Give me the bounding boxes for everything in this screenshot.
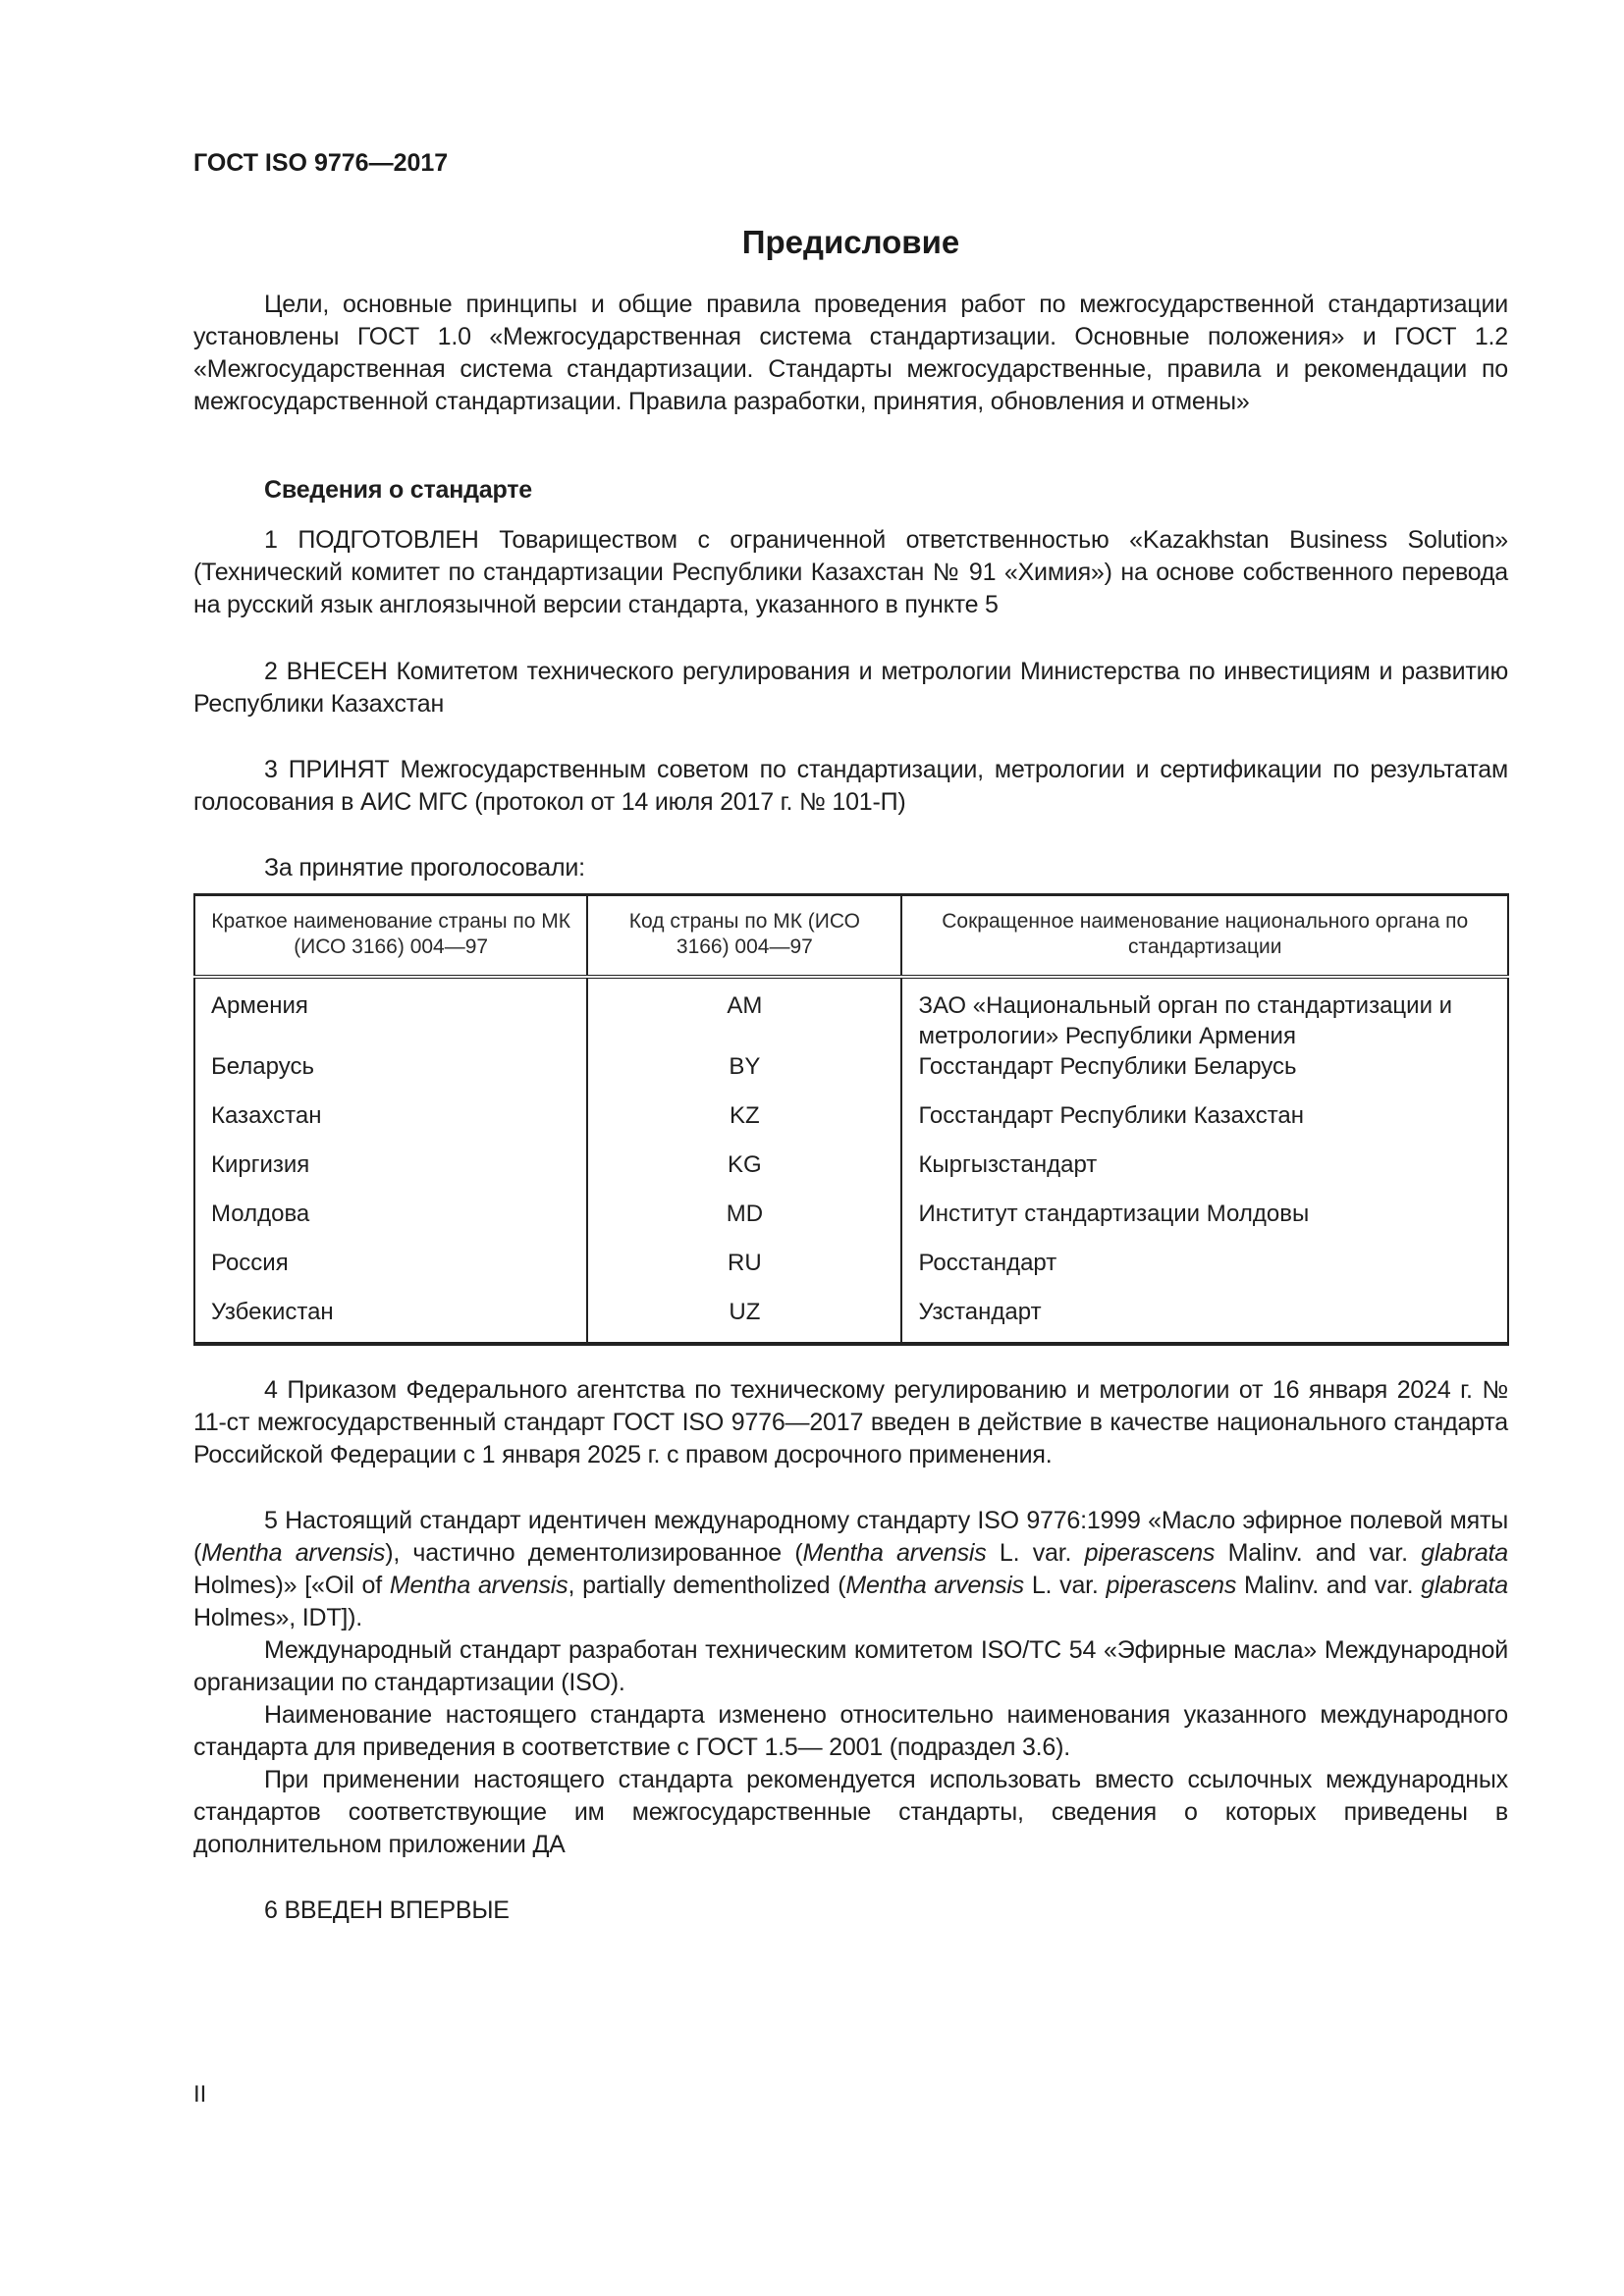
text-run: L. var.: [986, 1539, 1085, 1567]
item-2-introduced: 2 ВНЕСЕН Комитетом технического регулирования и метрологии Министерства по инвестициям и развитию Республики Казахстан: [193, 658, 1508, 718]
country-code: RU: [587, 1248, 901, 1297]
national-body: Росстандарт: [901, 1248, 1508, 1297]
text-run: Holmes», IDT]).: [193, 1604, 363, 1631]
latin-name: glabrata: [1421, 1572, 1508, 1599]
text-run: Malinv. and var.: [1215, 1539, 1422, 1567]
country-name: Киргизия: [194, 1149, 587, 1199]
country-name: Узбекистан: [194, 1297, 587, 1344]
item-2-block: [193, 656, 1508, 721]
country-name: Казахстан: [194, 1100, 587, 1149]
national-body: Кыргызстандарт: [901, 1149, 1508, 1199]
country-name: Молдова: [194, 1199, 587, 1248]
country-code: AM: [587, 977, 901, 1051]
table-row: [194, 977, 1508, 1051]
table-row: [194, 1149, 1508, 1199]
latin-name: piperascens: [1084, 1539, 1216, 1567]
latin-name: Mentha arvensis: [389, 1572, 568, 1599]
country-code: KG: [587, 1149, 901, 1199]
item-4-block: [193, 1374, 1508, 1471]
page-number: II: [193, 2081, 207, 2108]
standard-info-heading-block: [193, 474, 1508, 507]
voting-countries-table: [193, 893, 1509, 1346]
item-6-block: [193, 1895, 1508, 1927]
latin-name: glabrata: [1421, 1539, 1508, 1567]
item-5-identity: [193, 1505, 1508, 1634]
country-code: UZ: [587, 1297, 901, 1344]
national-body: Институт стандартизации Молдовы: [901, 1199, 1508, 1248]
item-4-order: 4 Приказом Федерального агентства по техническому регулированию и метрологии от 16 января 2024 г. № 11-ст межгосударственный стандарт ГОСТ ISO 9776—2017 введен в действие в качестве национального стандарта Российской Федерации с 1 января 2025 г. с правом досрочного применения.: [193, 1376, 1508, 1468]
item-1-prepared: 1 ПОДГОТОВЛЕН Товариществом с ограниченной ответственностью «Kazakhstan Business Solution» (Технический комитет по стандартизации Республики Казахстан № 91 «Химия») на основе собственного перевода на русский язык англоязычной версии стандарта, указанного в пункте 5: [193, 526, 1508, 618]
table-row: [194, 1199, 1508, 1248]
item-1-block: [193, 524, 1508, 621]
item-3-block: [193, 754, 1508, 819]
intro-paragraph: Цели, основные принципы и общие правила проведения работ по межгосударственной стандартизации установлены ГОСТ 1.0 «Межгосударственная система стандартизации. Основные положения» и ГОСТ 1.2 «Межгосударственная система стандартизации. Стандарты межгосударственные, правила и рекомендации по межгосударственной стандартизации. Правила разработки, принятия, обновления и отмены»: [193, 291, 1508, 415]
latin-name: piperascens: [1106, 1572, 1237, 1599]
item-6-first-introduced: 6 ВВЕДЕН ВПЕРВЫЕ: [264, 1896, 510, 1924]
national-body: Узстандарт: [901, 1297, 1508, 1344]
text-run: Holmes)» [«Oil of: [193, 1572, 390, 1599]
text-run: ), частично дементолизированное (: [385, 1539, 803, 1567]
country-name: Беларусь: [194, 1051, 587, 1100]
page-title: Предисловие: [741, 224, 960, 260]
country-code: MD: [587, 1199, 901, 1248]
header-country-code: Код страны по МК (ИСО 3166) 004—97: [587, 895, 901, 978]
item-5-developer: Международный стандарт разработан техническим комитетом ISO/TC 54 «Эфирные масла» Международной организации по стандартизации (ISO).: [193, 1636, 1508, 1696]
text-run: , partially dementholized (: [568, 1572, 846, 1599]
voted-label-block: [193, 852, 1508, 884]
document-code-header: ГОСТ ISO 9776—2017: [193, 149, 449, 177]
country-name: Армения: [194, 977, 587, 1051]
text-run: 5 Настоящий стандарт идентичен международному стандарту ISO 9776:1999 «Масло эфирное полевой мяты (: [193, 1507, 1508, 1567]
intro-section: [193, 289, 1508, 418]
country-name: Россия: [194, 1248, 587, 1297]
section-heading: Сведения о стандарте: [264, 476, 533, 504]
latin-name: Mentha arvensis: [802, 1539, 987, 1567]
latin-name: Mentha arvensis: [201, 1539, 386, 1567]
country-code: KZ: [587, 1100, 901, 1149]
table-header-row: [194, 895, 1508, 978]
text-run: L. var.: [1023, 1572, 1107, 1599]
item-3-adopted: 3 ПРИНЯТ Межгосударственным советом по стандартизации, метрологии и сертификации по результатам голосования в АИС МГС (протокол от 14 июля 2017 г. № 101-П): [193, 756, 1508, 816]
national-body: Госстандарт Республики Казахстан: [901, 1100, 1508, 1149]
item-5-block: [193, 1505, 1508, 1861]
header-national-body: Сокращенное наименование национального органа по стандартизации: [901, 895, 1508, 978]
voted-label: За принятие проголосовали:: [264, 854, 585, 881]
table-row: [194, 1248, 1508, 1297]
item-5-references: При применении настоящего стандарта рекомендуется использовать вместо ссылочных международных стандартов соответствующие им межгосударственные стандарты, сведения о которых приведены в дополнительном приложении ДА: [193, 1766, 1508, 1858]
national-body: ЗАО «Национальный орган по стандартизации и метрологии» Республики Армения: [901, 977, 1508, 1051]
text-run: Malinv. and var.: [1236, 1572, 1422, 1599]
table-row: [194, 1100, 1508, 1149]
header-country-name: Краткое наименование страны по МК (ИСО 3166) 004—97: [194, 895, 587, 978]
latin-name: Mentha arvensis: [845, 1572, 1024, 1599]
table-row: [194, 1051, 1508, 1100]
country-code: BY: [587, 1051, 901, 1100]
national-body: Госстандарт Республики Беларусь: [901, 1051, 1508, 1100]
table-row: [194, 1297, 1508, 1344]
item-5-name-change: Наименование настоящего стандарта изменено относительно наименования указанного международного стандарта для приведения в соответствие с ГОСТ 1.5— 2001 (подраздел 3.6).: [193, 1701, 1508, 1761]
